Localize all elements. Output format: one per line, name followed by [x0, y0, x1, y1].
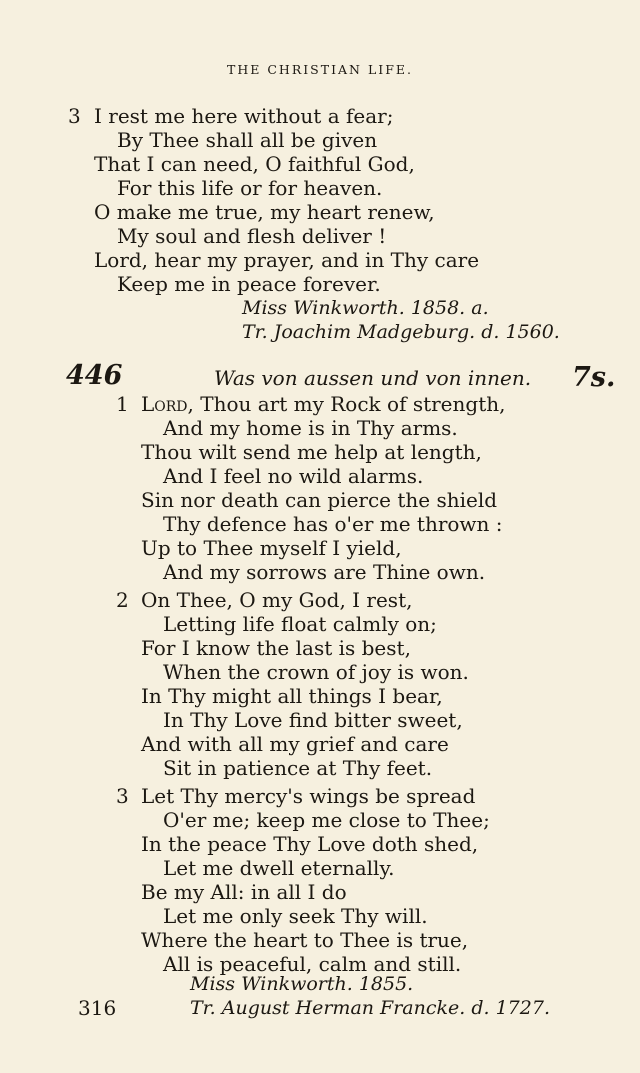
verse-line: Where the heart to Thee is true,: [141, 928, 469, 952]
verse-line: Thy defence has o'er me thrown :: [163, 512, 503, 536]
translator-credit: Miss Winkworth. 1858. a.: [242, 297, 489, 319]
hymn-meter: 7s.: [572, 362, 616, 393]
verse-number: 2: [116, 588, 129, 612]
hymn-number: 446: [66, 360, 123, 391]
verse-line: O'er me; keep me close to Thee;: [163, 808, 490, 832]
verse-line: And my sorrows are Thine own.: [163, 560, 486, 584]
verse-line: O make me true, my heart renew,: [94, 200, 435, 224]
verse-line: That I can need, O faithful God,: [94, 152, 415, 176]
verse-number: 3: [116, 784, 129, 808]
verse-line: Letting life float calmly on;: [163, 612, 437, 636]
verse-line: In Thy Love find bitter sweet,: [163, 708, 463, 732]
running-header: THE CHRISTIAN LIFE.: [227, 62, 413, 77]
verse-line: And my home is in Thy arms.: [163, 416, 458, 440]
hymn-title: Was von aussen und von innen.: [214, 366, 532, 390]
verse-line: And I feel no wild alarms.: [163, 464, 424, 488]
verse-line: Up to Thee myself I yield,: [141, 536, 402, 560]
page-number: 316: [78, 996, 117, 1020]
verse-line: In the peace Thy Love doth shed,: [141, 832, 479, 856]
verse-line: Be my All: in all I do: [141, 880, 347, 904]
verse-line: When the crown of joy is won.: [163, 660, 469, 684]
author-credit: Tr. Joachim Madgeburg. d. 1560.: [242, 321, 560, 343]
verse-first-word: Lord: [141, 392, 188, 416]
verse-number: 1: [116, 392, 129, 416]
verse-line: Let Thy mercy's wings be spread: [141, 784, 476, 808]
verse-line: And with all my grief and care: [141, 732, 449, 756]
author-credit: Tr. August Herman Francke. d. 1727.: [190, 997, 550, 1019]
verse-line: Sit in patience at Thy feet.: [163, 756, 433, 780]
verse-first-rest: , Thou art my Rock of strength,: [187, 392, 506, 416]
verse-line: Keep me in peace forever.: [117, 272, 381, 296]
verse-line: In Thy might all things I bear,: [141, 684, 443, 708]
verse-line: Let me only seek Thy will.: [163, 904, 428, 928]
verse-line: For this life or for heaven.: [117, 176, 383, 200]
verse-line: Sin nor death can pierce the shield: [141, 488, 498, 512]
verse-line: I rest me here without a fear;: [94, 104, 394, 128]
verse-line: [141, 392, 505, 416]
translator-credit: Miss Winkworth. 1855.: [190, 973, 414, 995]
verse-line: Let me dwell eternally.: [163, 856, 395, 880]
verse-line: By Thee shall all be given: [117, 128, 378, 152]
verse-line: My soul and flesh deliver !: [117, 224, 387, 248]
verse-line: On Thee, O my God, I rest,: [141, 588, 413, 612]
verse-line: Lord, hear my prayer, and in Thy care: [94, 248, 480, 272]
verse-line: All is peaceful, calm and still.: [163, 952, 462, 976]
verse-line: Thou wilt send me help at length,: [141, 440, 482, 464]
verse-number: 3: [68, 104, 81, 128]
verse-line: For I know the last is best,: [141, 636, 411, 660]
